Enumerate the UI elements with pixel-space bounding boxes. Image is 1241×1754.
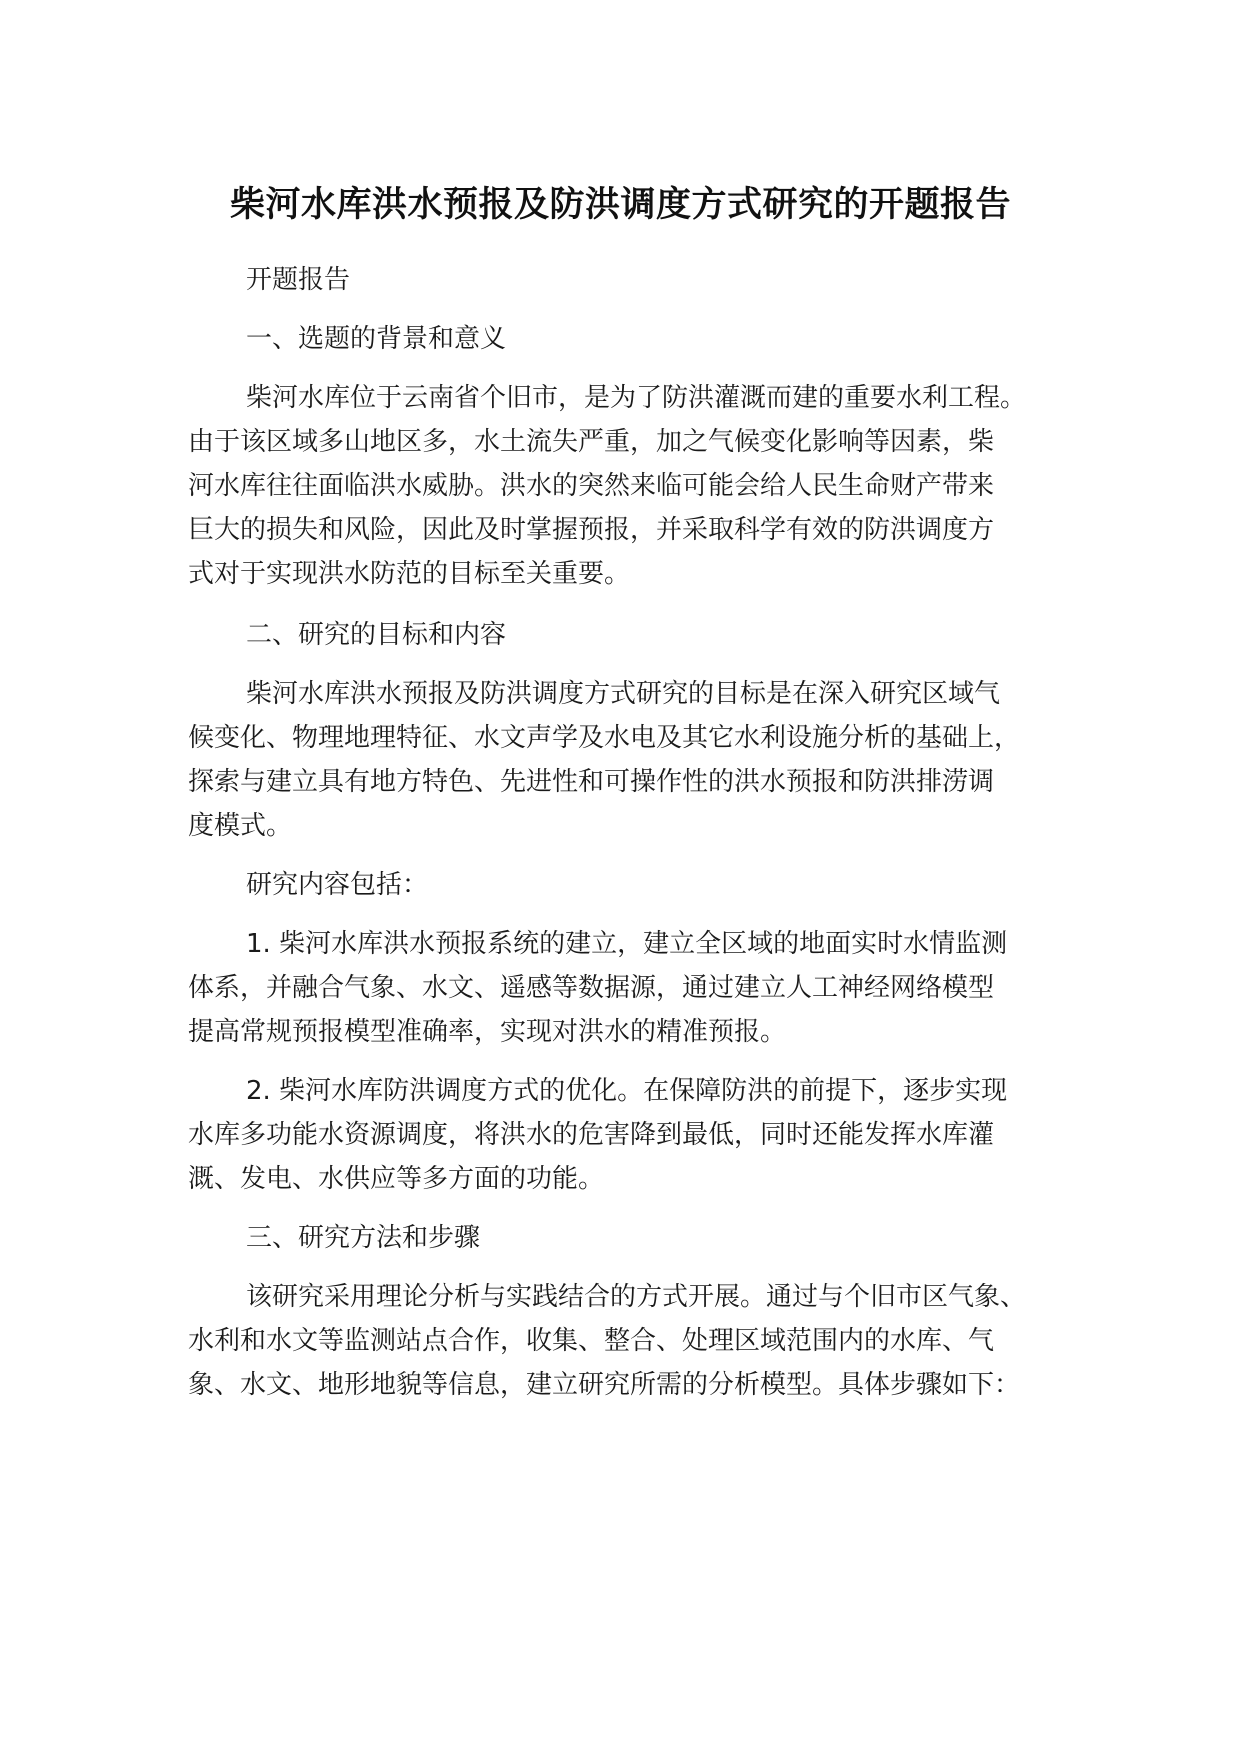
paragraph-line: 候变化、物理地理特征、水文声学及水电及其它水利设施分析的基础上， xyxy=(188,723,1021,753)
paragraph-line: 式对于实现洪水防范的目标至关重要。 xyxy=(188,559,631,589)
paragraph-line: 由于该区域多山地区多，水土流失严重，加之气候变化影响等因素，柴 xyxy=(188,427,995,457)
section-heading-goals: 二、研究的目标和内容 xyxy=(246,620,507,650)
paragraph-line: 柴河水库位于云南省个旧市，是为了防洪灌溉而建的重要水利工程。 xyxy=(246,383,1027,413)
document-title: 柴河水库洪水预报及防洪调度方式研究的开题报告 xyxy=(229,185,1011,225)
list-item-line: 2. 柴河水库防洪调度方式的优化。在保障防洪的前提下，逐步实现 xyxy=(246,1076,1008,1106)
section-heading-background: 一、选题的背景和意义 xyxy=(246,324,507,354)
paragraph-line: 该研究采用理论分析与实践结合的方式开展。通过与个旧市区气象、 xyxy=(246,1282,1027,1312)
list-item-line: 提高常规预报模型准确率，实现对洪水的精准预报。 xyxy=(188,1017,787,1047)
section-heading-report: 开题报告 xyxy=(246,265,351,295)
paragraph-line: 水利和水文等监测站点合作，收集、整合、处理区域范围内的水库、气 xyxy=(188,1326,995,1356)
paragraph-line: 象、水文、地形地貌等信息，建立研究所需的分析模型。具体步骤如下： xyxy=(188,1370,1021,1400)
list-item-line: 水库多功能水资源调度，将洪水的危害降到最低，同时还能发挥水库灌 xyxy=(188,1120,995,1150)
section-heading-methods: 三、研究方法和步骤 xyxy=(246,1223,481,1253)
paragraph-line: 度模式。 xyxy=(188,811,293,841)
content-intro: 研究内容包括： xyxy=(246,870,429,900)
paragraph-line: 柴河水库洪水预报及防洪调度方式研究的目标是在深入研究区域气 xyxy=(246,679,1001,709)
list-item-line: 1. 柴河水库洪水预报系统的建立，建立全区域的地面实时水情监测 xyxy=(246,929,1008,959)
paragraph-line: 探索与建立具有地方特色、先进性和可操作性的洪水预报和防洪排涝调 xyxy=(188,767,995,797)
list-item-line: 体系，并融合气象、水文、遥感等数据源，通过建立人工神经网络模型 xyxy=(188,973,995,1003)
list-item-line: 溉、发电、水供应等多方面的功能。 xyxy=(188,1164,605,1194)
paragraph-line: 河水库往往面临洪水威胁。洪水的突然来临可能会给人民生命财产带来 xyxy=(188,471,995,501)
paragraph-line: 巨大的损失和风险，因此及时掌握预报，并采取科学有效的防洪调度方 xyxy=(188,515,995,545)
